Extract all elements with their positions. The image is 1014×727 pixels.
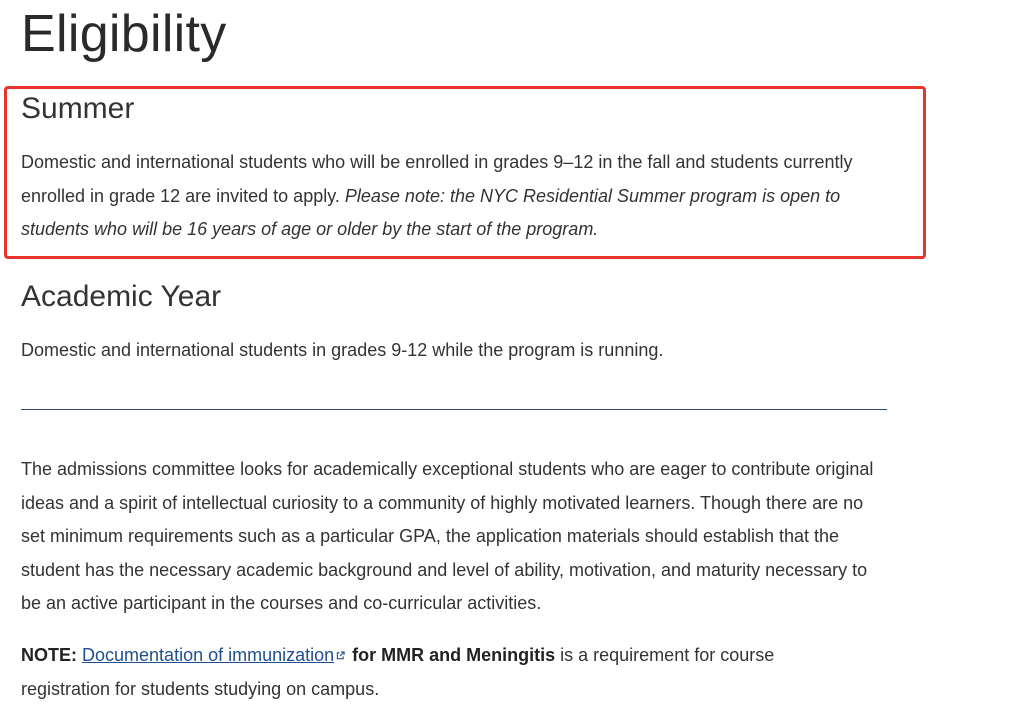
- page-title: Eligibility: [21, 5, 227, 63]
- note-label: NOTE:: [21, 645, 77, 665]
- summer-body: Domestic and international students who will be enrolled in grades 9–12 in the fall and students currently enrolled in grade 12 are invited to apply.: [21, 152, 853, 206]
- note-bold-suffix: for MMR and Meningitis: [352, 645, 556, 665]
- summer-heading: Summer: [21, 92, 135, 125]
- external-link-icon[interactable]: [336, 651, 345, 660]
- academic-year-heading: Academic Year: [21, 280, 222, 313]
- academic-year-text: Domestic and international students in grades 9-12 while the program is running.: [21, 340, 664, 360]
- summer-note-italic: Please note: the NYC Residential Summer program is open to students who will be 16 years of age or older by the start of the program.: [21, 185, 841, 239]
- admissions-text: The admissions committee looks for academically exceptional students who are eager to contribute original ideas and a spirit of intellectual curiosity to a community of highly motivated learners. Though there are no set minimum requirements such as a particular GPA, the application materials should establish that the student has the necessary academic background and level of ability, motivation, and maturity necessary to be an active participant in the courses and co-curricular activities.: [21, 459, 874, 613]
- section-divider: [21, 409, 887, 410]
- immunization-note: [21, 639, 821, 706]
- note-rest: is a requirement for course registration for students studying on campus.: [21, 645, 775, 699]
- summer-eligibility-text: [21, 146, 896, 247]
- immunization-documentation-link[interactable]: Documentation of immunization: [82, 645, 335, 665]
